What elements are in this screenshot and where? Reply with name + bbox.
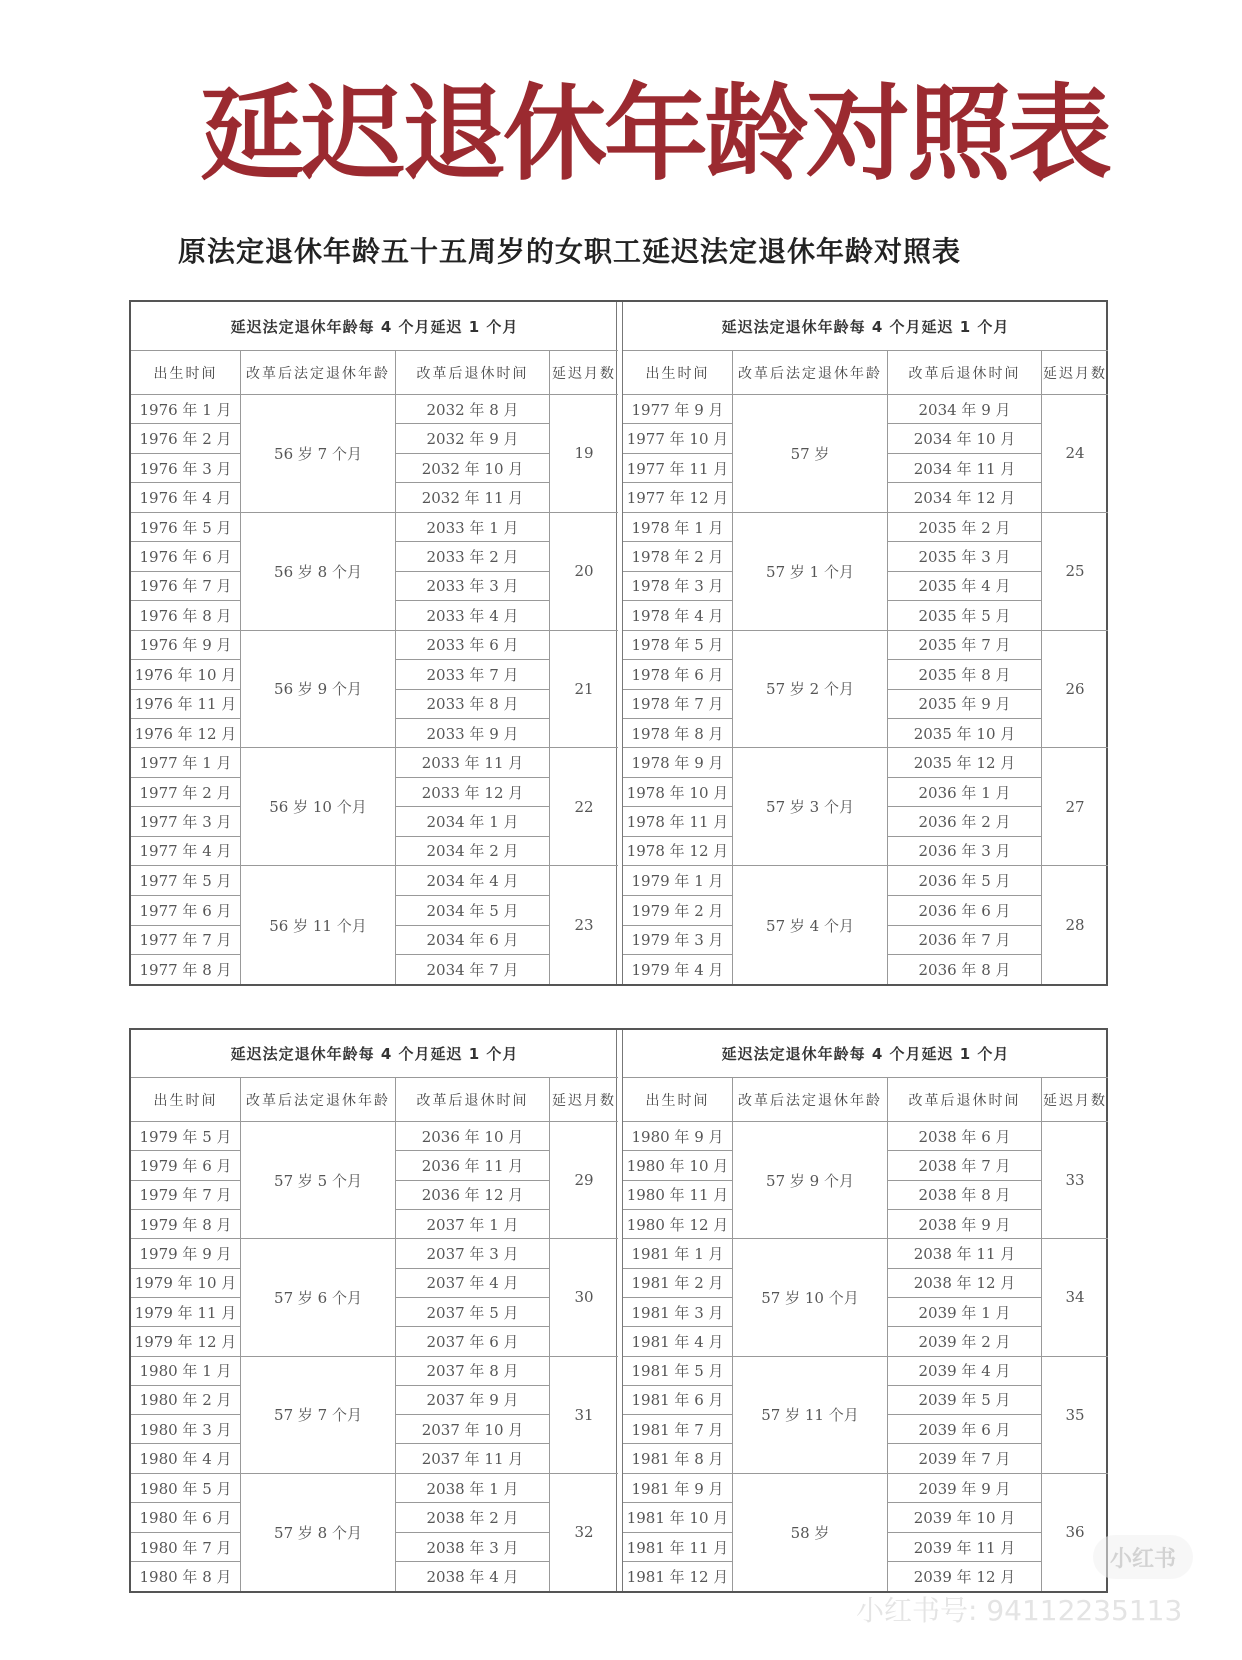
col-header-retire-time: 改革后退休时间 bbox=[888, 351, 1042, 394]
birth-date-cell: 1980 年 12 月 bbox=[626, 1215, 729, 1234]
band-title: 延迟法定退休年龄每 4 个月延迟 1 个月 bbox=[131, 1030, 618, 1078]
birth-date-cell: 1976 年 2 月 bbox=[131, 424, 240, 453]
birth-date-cell: 1980 年 8 月 bbox=[139, 1568, 232, 1587]
delay-months-cell: 34 bbox=[1065, 1288, 1085, 1307]
birth-date-cell: 1978 年 5 月 bbox=[623, 631, 732, 660]
retire-time-column bbox=[396, 631, 550, 748]
retirement-age-cell: 57 岁 9 个月 bbox=[733, 1122, 888, 1238]
retire-time-cell: 2034 年 6 月 bbox=[396, 926, 549, 956]
birth-date-cell: 1978 年 9 月 bbox=[623, 748, 732, 777]
birth-date-cell: 1979 年 10 月 bbox=[131, 1269, 240, 1298]
retire-time-cell: 2033 年 12 月 bbox=[396, 778, 549, 807]
birth-column bbox=[131, 513, 241, 630]
retire-time-cell: 2033 年 9 月 bbox=[426, 724, 519, 743]
birth-date-cell: 1978 年 7 月 bbox=[623, 690, 732, 719]
col-header-age: 改革后法定退休年龄 bbox=[241, 351, 396, 394]
retire-time-cell: 2038 年 3 月 bbox=[396, 1533, 549, 1563]
retire-time-cell: 2033 年 3 月 bbox=[396, 572, 549, 601]
birth-date-cell: 1976 年 4 月 bbox=[139, 489, 232, 508]
birth-column bbox=[623, 1239, 733, 1355]
birth-date-cell: 1979 年 9 月 bbox=[131, 1239, 240, 1268]
birth-date-cell: 1977 年 6 月 bbox=[131, 896, 240, 926]
birth-column bbox=[131, 866, 241, 984]
birth-date-cell: 1976 年 5 月 bbox=[131, 513, 240, 542]
table-row-group bbox=[131, 1357, 618, 1474]
delay-months-cell: 21 bbox=[574, 679, 594, 698]
retire-time-cell: 2036 年 8 月 bbox=[918, 961, 1011, 980]
birth-date-cell: 1981 年 2 月 bbox=[623, 1269, 732, 1298]
retire-time-cell: 2035 年 8 月 bbox=[888, 660, 1041, 689]
retire-time-cell: 2035 年 10 月 bbox=[913, 724, 1016, 743]
delay-months-cell: 28 bbox=[1065, 916, 1085, 935]
retire-time-cell: 2039 年 4 月 bbox=[888, 1357, 1041, 1386]
retire-time-column bbox=[396, 1357, 550, 1473]
retire-time-column bbox=[888, 1122, 1042, 1238]
retirement-age-cell: 56 岁 7 个月 bbox=[241, 395, 396, 512]
table-half-left bbox=[131, 1030, 618, 1591]
table-row-group bbox=[131, 513, 618, 631]
retirement-age-cell: 57 岁 5 个月 bbox=[241, 1122, 396, 1238]
birth-column bbox=[131, 1474, 241, 1591]
retire-time-cell: 2035 年 5 月 bbox=[918, 606, 1011, 625]
retire-time-column bbox=[888, 1239, 1042, 1355]
birth-date-cell: 1978 年 4 月 bbox=[631, 606, 724, 625]
birth-date-cell: 1981 年 10 月 bbox=[623, 1503, 732, 1533]
retirement-age-cell: 57 岁 11 个月 bbox=[733, 1357, 888, 1473]
table-subtitle: 原法定退休年龄五十五周岁的女职工延迟法定退休年龄对照表 bbox=[178, 235, 962, 268]
retirement-age-cell: 57 岁 10 个月 bbox=[733, 1239, 888, 1355]
retire-time-column bbox=[396, 748, 550, 865]
retirement-age-cell: 57 岁 8 个月 bbox=[241, 1474, 396, 1591]
col-header-age: 改革后法定退休年龄 bbox=[733, 351, 888, 394]
retire-time-cell: 2037 年 1 月 bbox=[426, 1215, 519, 1234]
birth-column bbox=[623, 1357, 733, 1473]
birth-date-cell: 1977 年 4 月 bbox=[139, 842, 232, 861]
table-row-group bbox=[131, 1474, 618, 1591]
retire-time-cell: 2039 年 6 月 bbox=[888, 1415, 1041, 1444]
birth-date-cell: 1978 年 3 月 bbox=[623, 572, 732, 601]
retire-time-cell: 2039 年 2 月 bbox=[918, 1332, 1011, 1351]
retire-time-cell: 2035 年 12 月 bbox=[888, 748, 1041, 777]
retire-time-cell: 2035 年 4 月 bbox=[888, 572, 1041, 601]
retire-time-column bbox=[396, 1239, 550, 1355]
retire-time-cell: 2036 年 12 月 bbox=[396, 1181, 549, 1210]
retire-time-column bbox=[888, 866, 1042, 984]
birth-date-cell: 1978 年 12 月 bbox=[626, 842, 729, 861]
retire-time-cell: 2036 年 5 月 bbox=[888, 866, 1041, 896]
birth-date-cell: 1979 年 12 月 bbox=[134, 1332, 237, 1351]
band-title: 延迟法定退休年龄每 4 个月延迟 1 个月 bbox=[131, 302, 618, 351]
xiaohongshu-logo-watermark: 小红书 bbox=[1093, 1535, 1193, 1579]
retire-time-cell: 2038 年 2 月 bbox=[396, 1503, 549, 1533]
delay-months-cell: 20 bbox=[574, 562, 594, 581]
retire-time-cell: 2033 年 6 月 bbox=[396, 631, 549, 660]
retire-time-cell: 2038 年 1 月 bbox=[396, 1474, 549, 1504]
table-row-group bbox=[131, 748, 618, 866]
birth-date-cell: 1978 年 6 月 bbox=[623, 660, 732, 689]
birth-date-cell: 1981 年 8 月 bbox=[631, 1450, 724, 1469]
birth-column bbox=[131, 748, 241, 865]
birth-date-cell: 1976 年 7 月 bbox=[131, 572, 240, 601]
retire-time-cell: 2036 年 3 月 bbox=[918, 842, 1011, 861]
retire-time-cell: 2037 年 6 月 bbox=[426, 1332, 519, 1351]
retire-time-column bbox=[888, 748, 1042, 865]
retire-time-column bbox=[396, 395, 550, 512]
birth-date-cell: 1976 年 11 月 bbox=[131, 690, 240, 719]
retirement-age-cell: 57 岁 3 个月 bbox=[733, 748, 888, 865]
retire-time-column bbox=[396, 1122, 550, 1238]
birth-date-cell: 1978 年 1 月 bbox=[623, 513, 732, 542]
birth-date-cell: 1977 年 2 月 bbox=[131, 778, 240, 807]
birth-date-cell: 1980 年 11 月 bbox=[623, 1181, 732, 1210]
birth-date-cell: 1977 年 7 月 bbox=[131, 926, 240, 956]
retire-time-cell: 2036 年 11 月 bbox=[396, 1151, 549, 1180]
birth-column bbox=[623, 631, 733, 748]
retire-time-cell: 2033 年 8 月 bbox=[396, 690, 549, 719]
retire-time-cell: 2034 年 7 月 bbox=[426, 961, 519, 980]
table-row-group bbox=[623, 1122, 1108, 1239]
retire-time-cell: 2037 年 10 月 bbox=[396, 1415, 549, 1444]
retirement-age-cell: 57 岁 2 个月 bbox=[733, 631, 888, 748]
retire-time-cell: 2039 年 12 月 bbox=[913, 1568, 1016, 1587]
band-title: 延迟法定退休年龄每 4 个月延迟 1 个月 bbox=[623, 1030, 1108, 1078]
column-header-row bbox=[131, 351, 618, 395]
birth-column bbox=[131, 395, 241, 512]
retire-time-cell: 2033 年 7 月 bbox=[396, 660, 549, 689]
column-header-row bbox=[623, 351, 1108, 395]
retire-time-cell: 2032 年 8 月 bbox=[396, 395, 549, 424]
delay-months-cell: 22 bbox=[574, 797, 594, 816]
retire-time-cell: 2037 年 4 月 bbox=[396, 1269, 549, 1298]
column-header-row bbox=[623, 1078, 1108, 1122]
retire-time-cell: 2033 年 4 月 bbox=[426, 606, 519, 625]
retire-time-cell: 2034 年 10 月 bbox=[888, 424, 1041, 453]
delay-months-cell: 31 bbox=[574, 1405, 594, 1424]
birth-date-cell: 1979 年 2 月 bbox=[623, 896, 732, 926]
birth-date-cell: 1977 年 8 月 bbox=[139, 961, 232, 980]
retirement-table-2 bbox=[129, 1028, 1108, 1593]
retire-time-cell: 2032 年 11 月 bbox=[421, 489, 524, 508]
retire-time-cell: 2038 年 4 月 bbox=[426, 1568, 519, 1587]
birth-date-cell: 1980 年 10 月 bbox=[623, 1151, 732, 1180]
retire-time-cell: 2038 年 11 月 bbox=[888, 1239, 1041, 1268]
birth-date-cell: 1976 年 9 月 bbox=[131, 631, 240, 660]
retire-time-cell: 2034 年 1 月 bbox=[396, 807, 549, 836]
birth-date-cell: 1976 年 3 月 bbox=[131, 454, 240, 483]
table-row-group bbox=[623, 1357, 1108, 1474]
birth-date-cell: 1979 年 8 月 bbox=[139, 1215, 232, 1234]
table-body bbox=[131, 1122, 618, 1591]
retire-time-cell: 2034 年 9 月 bbox=[888, 395, 1041, 424]
retire-time-cell: 2037 年 11 月 bbox=[421, 1450, 524, 1469]
col-header-birth: 出生时间 bbox=[131, 351, 241, 394]
retire-time-cell: 2033 年 2 月 bbox=[396, 542, 549, 571]
retirement-age-cell: 58 岁 bbox=[733, 1474, 888, 1591]
birth-column bbox=[623, 866, 733, 984]
retire-time-cell: 2035 年 3 月 bbox=[888, 542, 1041, 571]
col-header-retire-time: 改革后退休时间 bbox=[888, 1078, 1042, 1121]
col-header-delay-months: 延迟月数 bbox=[1043, 365, 1107, 382]
retirement-age-cell: 57 岁 bbox=[733, 395, 888, 512]
delay-months-cell: 30 bbox=[574, 1288, 594, 1307]
birth-column bbox=[131, 1239, 241, 1355]
birth-column bbox=[623, 395, 733, 512]
birth-date-cell: 1976 年 12 月 bbox=[134, 724, 237, 743]
table-row-group bbox=[623, 748, 1108, 866]
col-header-retire-time: 改革后退休时间 bbox=[396, 351, 550, 394]
birth-column bbox=[623, 1474, 733, 1591]
band-title: 延迟法定退休年龄每 4 个月延迟 1 个月 bbox=[623, 302, 1108, 351]
birth-date-cell: 1977 年 10 月 bbox=[623, 424, 732, 453]
retirement-age-cell: 57 岁 1 个月 bbox=[733, 513, 888, 630]
delay-months-cell: 36 bbox=[1065, 1523, 1085, 1542]
retire-time-cell: 2032 年 9 月 bbox=[396, 424, 549, 453]
retire-time-cell: 2037 年 8 月 bbox=[396, 1357, 549, 1386]
birth-date-cell: 1977 年 5 月 bbox=[131, 866, 240, 896]
table-body bbox=[623, 1122, 1108, 1591]
retirement-table-1 bbox=[129, 300, 1108, 986]
delay-months-cell: 24 bbox=[1065, 444, 1085, 463]
birth-date-cell: 1981 年 1 月 bbox=[623, 1239, 732, 1268]
birth-date-cell: 1978 年 10 月 bbox=[623, 778, 732, 807]
retire-time-cell: 2038 年 9 月 bbox=[918, 1215, 1011, 1234]
table-body bbox=[623, 395, 1108, 984]
retire-time-cell: 2033 年 11 月 bbox=[396, 748, 549, 777]
birth-column bbox=[623, 1122, 733, 1238]
retire-time-column bbox=[396, 866, 550, 984]
retire-time-cell: 2038 年 7 月 bbox=[888, 1151, 1041, 1180]
delay-months-cell: 27 bbox=[1065, 797, 1085, 816]
birth-date-cell: 1981 年 9 月 bbox=[623, 1474, 732, 1504]
birth-date-cell: 1976 年 1 月 bbox=[131, 395, 240, 424]
birth-date-cell: 1976 年 8 月 bbox=[139, 606, 232, 625]
birth-date-cell: 1977 年 12 月 bbox=[626, 489, 729, 508]
col-header-delay-months: 延迟月数 bbox=[1043, 1092, 1107, 1109]
table-row-group bbox=[623, 1474, 1108, 1591]
table-row-group bbox=[623, 395, 1108, 513]
retirement-age-cell: 56 岁 8 个月 bbox=[241, 513, 396, 630]
retire-time-cell: 2039 年 9 月 bbox=[888, 1474, 1041, 1504]
retire-time-cell: 2036 年 1 月 bbox=[888, 778, 1041, 807]
delay-months-cell: 23 bbox=[574, 916, 594, 935]
retire-time-cell: 2038 年 12 月 bbox=[888, 1269, 1041, 1298]
birth-date-cell: 1979 年 6 月 bbox=[131, 1151, 240, 1180]
birth-date-cell: 1980 年 1 月 bbox=[131, 1357, 240, 1386]
page-title: 延迟退休年龄对照表 bbox=[200, 73, 1110, 195]
retire-time-column bbox=[396, 513, 550, 630]
retire-time-cell: 2034 年 11 月 bbox=[888, 454, 1041, 483]
retirement-age-cell: 57 岁 4 个月 bbox=[733, 866, 888, 984]
retire-time-column bbox=[888, 631, 1042, 748]
retire-time-column bbox=[888, 1357, 1042, 1473]
col-header-age: 改革后法定退休年龄 bbox=[733, 1078, 888, 1121]
delay-months-cell: 29 bbox=[574, 1171, 594, 1190]
table-row-group bbox=[131, 395, 618, 513]
retire-time-cell: 2034 年 4 月 bbox=[396, 866, 549, 896]
retire-time-cell: 2033 年 1 月 bbox=[396, 513, 549, 542]
table-half-right bbox=[622, 1030, 1108, 1591]
col-header-age: 改革后法定退休年龄 bbox=[241, 1078, 396, 1121]
retire-time-cell: 2037 年 9 月 bbox=[396, 1386, 549, 1415]
retire-time-cell: 2039 年 7 月 bbox=[918, 1450, 1011, 1469]
retire-time-cell: 2036 年 7 月 bbox=[888, 926, 1041, 956]
xiaohongshu-id-watermark: 小红书号: 94112235113 bbox=[856, 1594, 1183, 1627]
retire-time-cell: 2039 年 1 月 bbox=[888, 1298, 1041, 1327]
birth-date-cell: 1977 年 3 月 bbox=[131, 807, 240, 836]
birth-date-cell: 1981 年 12 月 bbox=[626, 1568, 729, 1587]
birth-date-cell: 1979 年 5 月 bbox=[131, 1122, 240, 1151]
retire-time-cell: 2037 年 5 月 bbox=[396, 1298, 549, 1327]
delay-months-cell: 35 bbox=[1065, 1405, 1085, 1424]
retire-time-column bbox=[888, 513, 1042, 630]
retire-time-cell: 2038 年 6 月 bbox=[888, 1122, 1041, 1151]
retire-time-cell: 2035 年 9 月 bbox=[888, 690, 1041, 719]
retire-time-cell: 2037 年 3 月 bbox=[396, 1239, 549, 1268]
birth-date-cell: 1980 年 9 月 bbox=[623, 1122, 732, 1151]
col-header-retire-time: 改革后退休时间 bbox=[396, 1078, 550, 1121]
table-row-group bbox=[623, 866, 1108, 984]
retire-time-cell: 2039 年 5 月 bbox=[888, 1386, 1041, 1415]
retire-time-cell: 2035 年 2 月 bbox=[888, 513, 1041, 542]
table-row-group bbox=[131, 631, 618, 749]
birth-date-cell: 1979 年 3 月 bbox=[623, 926, 732, 956]
column-header-row bbox=[131, 1078, 618, 1122]
birth-column bbox=[131, 1122, 241, 1238]
birth-date-cell: 1977 年 11 月 bbox=[623, 454, 732, 483]
birth-column bbox=[623, 748, 733, 865]
birth-date-cell: 1978 年 2 月 bbox=[623, 542, 732, 571]
table-row-group bbox=[623, 631, 1108, 749]
delay-months-cell: 32 bbox=[574, 1523, 594, 1542]
table-row-group bbox=[131, 866, 618, 984]
birth-date-cell: 1981 年 4 月 bbox=[631, 1332, 724, 1351]
col-header-birth: 出生时间 bbox=[623, 1078, 733, 1121]
birth-date-cell: 1979 年 4 月 bbox=[631, 961, 724, 980]
retire-time-cell: 2039 年 10 月 bbox=[888, 1503, 1041, 1533]
retire-time-cell: 2034 年 5 月 bbox=[396, 896, 549, 926]
birth-date-cell: 1977 年 9 月 bbox=[623, 395, 732, 424]
table-row-group bbox=[623, 513, 1108, 631]
col-header-delay-months: 延迟月数 bbox=[552, 365, 616, 382]
retire-time-cell: 2036 年 2 月 bbox=[888, 807, 1041, 836]
retirement-age-cell: 56 岁 11 个月 bbox=[241, 866, 396, 984]
birth-date-cell: 1979 年 7 月 bbox=[131, 1181, 240, 1210]
birth-date-cell: 1979 年 1 月 bbox=[623, 866, 732, 896]
retire-time-column bbox=[888, 395, 1042, 512]
birth-date-cell: 1978 年 11 月 bbox=[623, 807, 732, 836]
retire-time-cell: 2036 年 10 月 bbox=[396, 1122, 549, 1151]
table-row-group bbox=[131, 1239, 618, 1356]
birth-date-cell: 1981 年 5 月 bbox=[623, 1357, 732, 1386]
table-row-group bbox=[131, 1122, 618, 1239]
birth-date-cell: 1977 年 1 月 bbox=[131, 748, 240, 777]
table-body bbox=[131, 395, 618, 984]
retire-time-cell: 2038 年 8 月 bbox=[888, 1181, 1041, 1210]
retire-time-cell: 2034 年 12 月 bbox=[913, 489, 1016, 508]
birth-date-cell: 1980 年 4 月 bbox=[139, 1450, 232, 1469]
col-header-birth: 出生时间 bbox=[623, 351, 733, 394]
birth-date-cell: 1981 年 11 月 bbox=[623, 1533, 732, 1563]
delay-months-cell: 19 bbox=[574, 444, 594, 463]
retire-time-column bbox=[888, 1474, 1042, 1591]
retirement-age-cell: 56 岁 10 个月 bbox=[241, 748, 396, 865]
retirement-age-cell: 57 岁 6 个月 bbox=[241, 1239, 396, 1355]
delay-months-cell: 25 bbox=[1065, 562, 1085, 581]
birth-date-cell: 1981 年 3 月 bbox=[623, 1298, 732, 1327]
birth-date-cell: 1976 年 6 月 bbox=[131, 542, 240, 571]
delay-months-cell: 26 bbox=[1065, 679, 1085, 698]
delay-months-cell: 33 bbox=[1065, 1171, 1085, 1190]
birth-date-cell: 1980 年 6 月 bbox=[131, 1503, 240, 1533]
birth-date-cell: 1980 年 5 月 bbox=[131, 1474, 240, 1504]
retire-time-cell: 2034 年 2 月 bbox=[426, 842, 519, 861]
retirement-age-cell: 56 岁 9 个月 bbox=[241, 631, 396, 748]
birth-column bbox=[131, 1357, 241, 1473]
birth-date-cell: 1980 年 3 月 bbox=[131, 1415, 240, 1444]
birth-date-cell: 1979 年 11 月 bbox=[131, 1298, 240, 1327]
table-row-group bbox=[623, 1239, 1108, 1356]
retire-time-column bbox=[396, 1474, 550, 1591]
birth-date-cell: 1976 年 10 月 bbox=[131, 660, 240, 689]
retire-time-cell: 2032 年 10 月 bbox=[396, 454, 549, 483]
retire-time-cell: 2039 年 11 月 bbox=[888, 1533, 1041, 1563]
retire-time-cell: 2035 年 7 月 bbox=[888, 631, 1041, 660]
birth-date-cell: 1978 年 8 月 bbox=[631, 724, 724, 743]
birth-column bbox=[131, 631, 241, 748]
table-half-right bbox=[622, 302, 1108, 984]
birth-date-cell: 1981 年 7 月 bbox=[623, 1415, 732, 1444]
retire-time-cell: 2036 年 6 月 bbox=[888, 896, 1041, 926]
retirement-age-cell: 57 岁 7 个月 bbox=[241, 1357, 396, 1473]
table-half-left bbox=[131, 302, 618, 984]
birth-date-cell: 1980 年 2 月 bbox=[131, 1386, 240, 1415]
col-header-delay-months: 延迟月数 bbox=[552, 1092, 616, 1109]
birth-column bbox=[623, 513, 733, 630]
birth-date-cell: 1980 年 7 月 bbox=[131, 1533, 240, 1563]
col-header-birth: 出生时间 bbox=[131, 1078, 241, 1121]
birth-date-cell: 1981 年 6 月 bbox=[623, 1386, 732, 1415]
